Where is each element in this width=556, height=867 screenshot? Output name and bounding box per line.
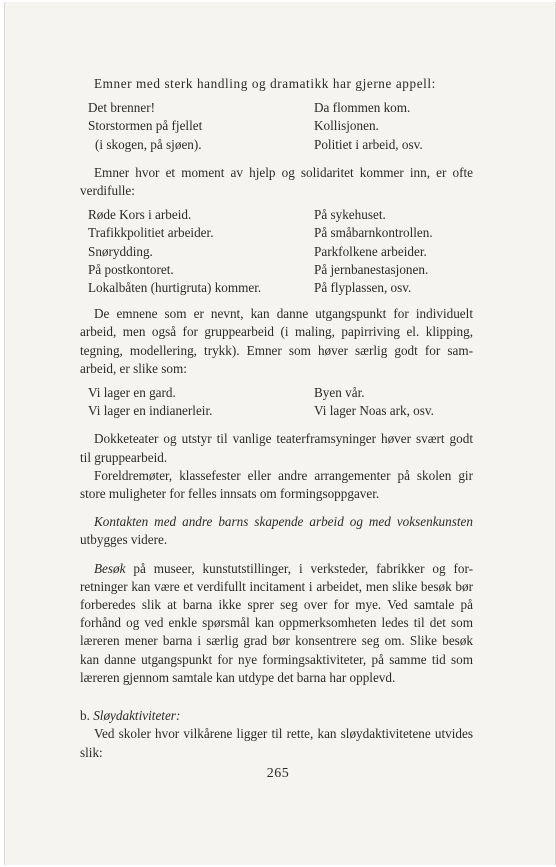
intro-paragraph-2: Emner hvor et moment av hjelp og solidaritet kommer inn, er ofte verdifulle: <box>80 164 473 199</box>
list-item: Kollisjonen. <box>314 118 379 134</box>
example-list-1-right <box>314 99 473 154</box>
list-item: Trafikkpolitiet arbeider. <box>88 225 214 241</box>
list-item: Parkfolkene arbeider. <box>314 243 427 259</box>
paragraph-group-work: De emnene som er nevnt, kan danne utgangspunkt for individuelt arbeid, men også for gruppearbeid (i maling, papirriving el. klipping, tegning, modellering, trykk). Emner som høver særlig godt for sam-arbeid, er slike som: <box>80 306 473 376</box>
section-title: Sløydaktiviteter: <box>93 708 181 724</box>
example-list-2 <box>88 206 473 297</box>
emphasis-contact: Kontakten med andre barns skapende arbeid og med voksenkunsten <box>94 514 473 530</box>
list-item: Det brenner! <box>88 100 155 116</box>
list-item: Politiet i arbeid, osv. <box>314 136 423 152</box>
emphasis-visits: Besøk <box>94 560 126 576</box>
paragraph-visits <box>80 560 473 687</box>
example-list-3-right <box>314 384 473 420</box>
list-item: (i skogen, på sjøen). <box>95 136 202 152</box>
list-item: På småbarnkontrollen. <box>314 225 433 241</box>
list-item: På sykehuset. <box>314 207 386 223</box>
example-list-1 <box>88 99 473 154</box>
example-list-1-left <box>88 99 314 154</box>
section-heading <box>80 707 473 725</box>
list-item: Vi lager en gard. <box>88 385 176 401</box>
section-letter: b. <box>80 708 94 724</box>
list-item: På flyplassen, osv. <box>314 280 412 296</box>
list-item: Byen vår. <box>314 385 365 401</box>
paragraph-visits-text: på museer, kunstutstillinger, i verksteder, fabrikker og for-retninger kan være et verdifullt incitament i arbeidet, men slike besøk bør forberedes slik at barna ikke sprer seg over for mye. Ved samtale på forhånd og ved enkle spørsmål kan oppmerksomheten ledes til det som læreren mener barna i særlig grad bør konsentrere seg om. Slike besøk kan danne utgangspunkt for nye formingsaktiviteter, på samme tid som læreren gjennom samtale kan utdype det barna har opplevd. <box>80 560 473 685</box>
paragraph-woodwork: Ved skoler hvor vilkårene ligger til rette, kan sløydaktivitetene utvides slik: <box>80 726 473 760</box>
example-list-3 <box>88 384 473 420</box>
example-list-3-left <box>88 384 314 420</box>
list-item: Lokalbåten (hurtigruta) kommer. <box>88 280 262 296</box>
list-item: Storstormen på fjellet <box>88 118 203 134</box>
example-list-2-left <box>88 206 314 297</box>
list-item: På jernbanestasjonen. <box>314 261 429 277</box>
intro-paragraph-1: Emner med sterk handling og dramatikk har gjerne appell: <box>94 76 436 91</box>
list-item: Vi lager Noas ark, osv. <box>314 403 434 419</box>
list-item: Da flommen kom. <box>314 100 411 116</box>
list-item: Snørydding. <box>88 243 153 259</box>
list-item: På postkontoret. <box>88 261 174 277</box>
paragraph-puppet-theatre: Dokketeater og utstyr til vanlige teaterframsyninger høver svært godt til gruppearbeid. <box>80 431 473 465</box>
page-number: 265 <box>266 766 290 781</box>
list-item: Vi lager en indianerleir. <box>88 403 213 419</box>
paragraph-contact-text: utbygges videre. <box>80 532 168 548</box>
example-list-2-right <box>314 206 473 297</box>
paragraph-contact <box>80 513 473 549</box>
page-body <box>80 75 473 762</box>
paragraph-parent-meetings: Foreldremøter, klassefester eller andre arrangementer på skolen gir store muligheter for felles innsats om formingsoppgaver. <box>80 467 473 502</box>
list-item: Røde Kors i arbeid. <box>88 207 192 223</box>
